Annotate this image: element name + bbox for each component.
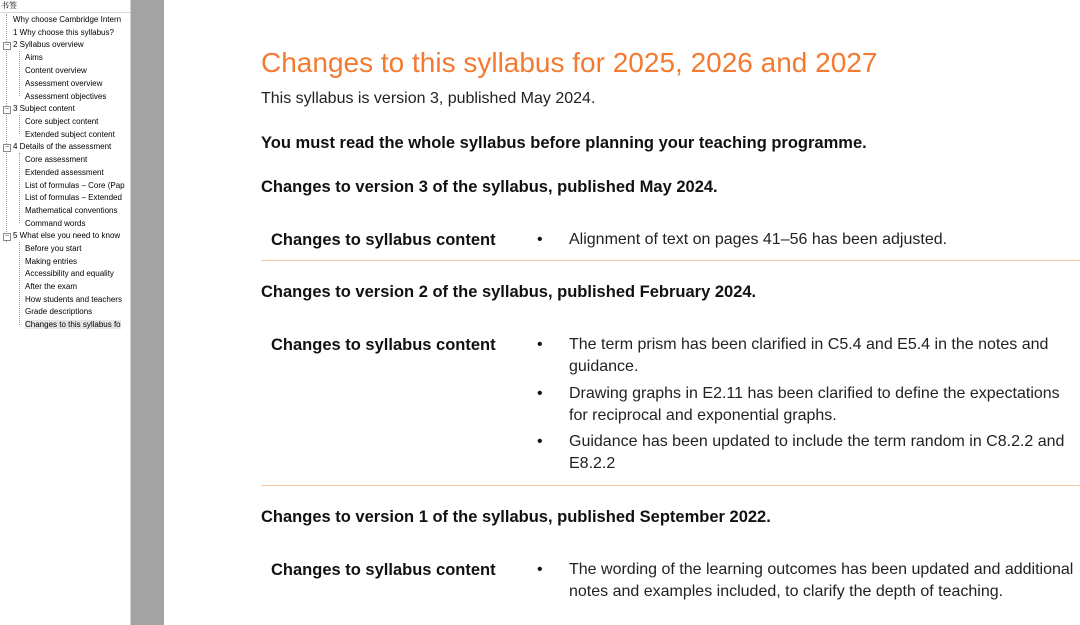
bookmark-item-details-of-assessment[interactable]: 4 Details of the assessment [13, 142, 112, 151]
tree-line [19, 242, 20, 325]
bookmark-item-before-you-start[interactable]: Before you start [25, 244, 82, 253]
bookmark-item-core-assessment[interactable]: Core assessment [25, 155, 88, 164]
bookmarks-title: 书签 [1, 1, 17, 10]
bookmark-item-formulas-core[interactable]: List of formulas – Core (Pap [25, 181, 125, 190]
change-item: Alignment of text on pages 41–56 has been adjusted. [569, 231, 948, 248]
section-heading-version-1: Changes to version 1 of the syllabus, published September 2022. [261, 508, 771, 526]
document-page [165, 0, 1080, 625]
bullet-icon: • [537, 385, 543, 402]
bookmark-item-what-else[interactable]: 5 What else you need to know [13, 231, 121, 240]
row-label-syllabus-content: Changes to syllabus content [271, 336, 496, 354]
bookmark-item-accessibility[interactable]: Accessibility and equality [25, 269, 114, 278]
bookmark-item-grade-descriptions[interactable]: Grade descriptions [25, 307, 93, 316]
bookmark-item-extended-assessment[interactable]: Extended assessment [25, 168, 104, 177]
change-item: Guidance has been updated to include the term random in C8.2.2 and E8.2.2 [569, 433, 1065, 472]
bookmark-item-how-students-teachers[interactable]: How students and teachers [25, 295, 122, 304]
collapse-toggle-icon[interactable]: − [4, 144, 10, 151]
row-divider [261, 260, 1080, 261]
bookmark-item-assessment-overview[interactable]: Assessment overview [25, 79, 103, 88]
change-item: Drawing graphs in E2.11 has been clarified to define the expectations for reciprocal and exponential graphs. [569, 385, 1060, 424]
page-title: Changes to this syllabus for 2025, 2026 and 2027 [261, 47, 878, 78]
bookmark-item-mathematical-conventions[interactable]: Mathematical conventions [25, 206, 118, 215]
section-heading-version-3: Changes to version 3 of the syllabus, published May 2024. [261, 178, 718, 196]
bookmark-item-content-overview[interactable]: Content overview [25, 66, 87, 75]
collapse-toggle-icon[interactable]: − [4, 42, 10, 49]
version-line: This syllabus is version 3, published May 2024. [261, 90, 596, 107]
tree-line [19, 153, 20, 223]
bookmarks-divider [0, 12, 130, 13]
bookmark-item-assessment-objectives[interactable]: Assessment objectives [25, 92, 107, 101]
tree-line [19, 51, 20, 96]
bookmark-item-making-entries[interactable]: Making entries [25, 257, 78, 266]
bookmark-item-command-words[interactable]: Command words [25, 219, 86, 228]
row-divider [261, 485, 1080, 486]
must-read-notice: You must read the whole syllabus before planning your teaching programme. [261, 134, 867, 152]
bookmark-item-changes-to-syllabus[interactable]: Changes to this syllabus fo [25, 320, 121, 329]
bookmarks-pane [0, 0, 131, 625]
bookmark-item-aims[interactable]: Aims [25, 53, 43, 62]
bookmark-item-formulas-extended[interactable]: List of formulas – Extended [25, 193, 122, 202]
bookmark-item-why-choose-cambridge[interactable]: Why choose Cambridge Intern [13, 15, 122, 24]
collapse-toggle-icon[interactable]: − [4, 233, 10, 240]
bookmark-item-why-choose-syllabus[interactable]: 1 Why choose this syllabus? [13, 28, 114, 37]
bookmark-item-subject-content[interactable]: 3 Subject content [13, 104, 75, 113]
bullet-icon: • [537, 231, 543, 248]
tree-line [19, 115, 20, 134]
collapse-toggle-icon[interactable]: − [4, 106, 10, 113]
section-heading-version-2: Changes to version 2 of the syllabus, published February 2024. [261, 283, 757, 301]
change-item: The wording of the learning outcomes has been updated and additional notes and examples included, to clarify the depth of teaching. [569, 561, 1074, 600]
row-label-syllabus-content: Changes to syllabus content [271, 561, 496, 579]
bullet-icon: • [537, 433, 543, 450]
bullet-icon: • [537, 561, 543, 578]
bookmark-item-extended-subject-content[interactable]: Extended subject content [25, 130, 115, 139]
row-label-syllabus-content: Changes to syllabus content [271, 231, 496, 249]
bullet-icon: • [537, 336, 543, 353]
pane-splitter[interactable] [131, 0, 164, 625]
bookmark-item-core-subject-content[interactable]: Core subject content [25, 117, 99, 126]
bookmark-item-after-the-exam[interactable]: After the exam [25, 282, 78, 291]
bookmark-item-syllabus-overview[interactable]: 2 Syllabus overview [13, 40, 84, 49]
change-item: The term prism has been clarified in C5.4 and E5.4 in the notes and guidance. [569, 336, 1049, 375]
